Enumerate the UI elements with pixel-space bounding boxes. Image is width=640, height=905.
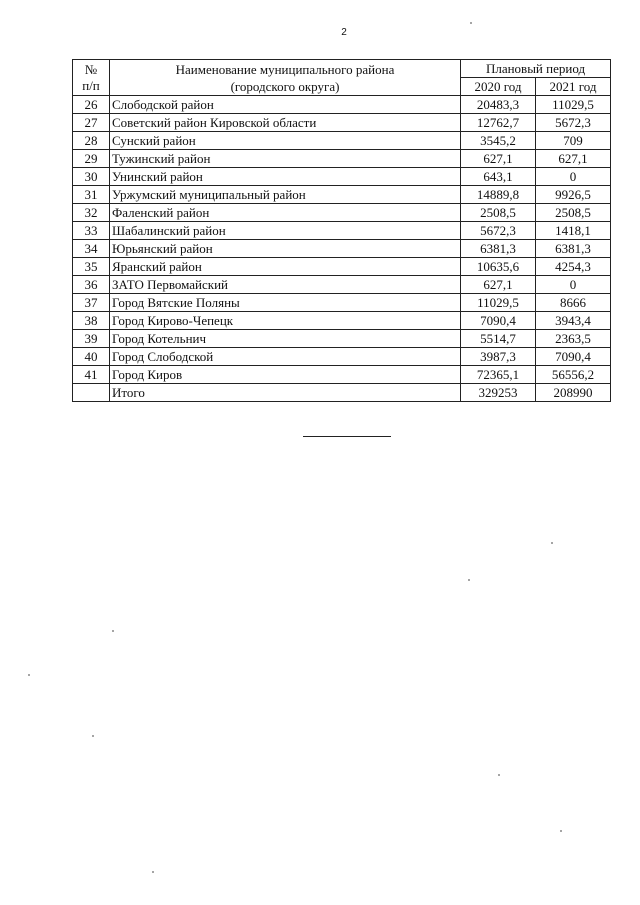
row-number: 32: [73, 204, 110, 222]
value-2021: 208990: [536, 384, 611, 402]
value-2021: 6381,3: [536, 240, 611, 258]
table-row: [73, 96, 611, 114]
end-of-document-rule: [303, 436, 391, 437]
header-name-cell: [110, 60, 461, 96]
value-2020: 3545,2: [461, 132, 536, 150]
row-number: 34: [73, 240, 110, 258]
row-number: 36: [73, 276, 110, 294]
district-name: Сунский район: [110, 132, 461, 150]
table-row: [73, 348, 611, 366]
district-name: Советский район Кировской области: [110, 114, 461, 132]
value-2021: 2508,5: [536, 204, 611, 222]
scan-speck: [112, 630, 114, 632]
district-name: Шабалинский район: [110, 222, 461, 240]
value-2021: 5672,3: [536, 114, 611, 132]
row-number: 35: [73, 258, 110, 276]
row-number: 41: [73, 366, 110, 384]
header-name-line1: Наименование муниципального района: [175, 61, 395, 77]
value-2020: 627,1: [461, 276, 536, 294]
value-2020: 11029,5: [461, 294, 536, 312]
value-2021: 0: [536, 276, 611, 294]
value-2020: 329253: [461, 384, 536, 402]
value-2021: 7090,4: [536, 348, 611, 366]
header-name-line2: (городского округа): [230, 78, 340, 94]
value-2020: 20483,3: [461, 96, 536, 114]
table-row: [73, 204, 611, 222]
district-name: Тужинский район: [110, 150, 461, 168]
row-number: 33: [73, 222, 110, 240]
district-name: Яранский район: [110, 258, 461, 276]
value-2020: 6381,3: [461, 240, 536, 258]
row-number: 28: [73, 132, 110, 150]
district-name: Итого: [110, 384, 461, 402]
scan-speck: [92, 735, 94, 737]
district-name: Город Слободской: [110, 348, 461, 366]
header-planned-period: Плановый период: [461, 60, 611, 78]
value-2021: 4254,3: [536, 258, 611, 276]
row-number: 37: [73, 294, 110, 312]
header-number-line1: №: [84, 61, 98, 77]
header-number-cell: [73, 60, 110, 96]
header-year-2021: 2021 год: [536, 78, 611, 96]
subsidy-table: [72, 59, 611, 402]
scan-speck: [468, 579, 470, 581]
row-number: 27: [73, 114, 110, 132]
value-2021: 2363,5: [536, 330, 611, 348]
scan-speck: [152, 871, 154, 873]
row-number: 39: [73, 330, 110, 348]
table-row: [73, 186, 611, 204]
value-2020: 12762,7: [461, 114, 536, 132]
value-2020: 5672,3: [461, 222, 536, 240]
table-row: [73, 294, 611, 312]
value-2020: 2508,5: [461, 204, 536, 222]
scan-speck: [551, 542, 553, 544]
district-name: Юрьянский район: [110, 240, 461, 258]
total-row: [73, 384, 611, 402]
value-2021: 1418,1: [536, 222, 611, 240]
value-2020: 14889,8: [461, 186, 536, 204]
value-2020: 3987,3: [461, 348, 536, 366]
value-2021: 0: [536, 168, 611, 186]
table-row: [73, 258, 611, 276]
row-number: 29: [73, 150, 110, 168]
header-year-2020: 2020 год: [461, 78, 536, 96]
value-2020: 627,1: [461, 150, 536, 168]
district-name: Город Вятские Поляны: [110, 294, 461, 312]
table-row: [73, 132, 611, 150]
district-name: ЗАТО Первомайский: [110, 276, 461, 294]
value-2020: 72365,1: [461, 366, 536, 384]
value-2021: 3943,4: [536, 312, 611, 330]
table-header-row: [73, 60, 611, 78]
value-2020: 10635,6: [461, 258, 536, 276]
table-row: [73, 114, 611, 132]
value-2021: 627,1: [536, 150, 611, 168]
row-number: 31: [73, 186, 110, 204]
table-row: [73, 240, 611, 258]
district-name: Унинский район: [110, 168, 461, 186]
scan-speck: [560, 830, 562, 832]
district-name: Слободской район: [110, 96, 461, 114]
value-2020: 5514,7: [461, 330, 536, 348]
value-2021: 9926,5: [536, 186, 611, 204]
value-2020: 7090,4: [461, 312, 536, 330]
district-name: Уржумский муниципальный район: [110, 186, 461, 204]
value-2021: 56556,2: [536, 366, 611, 384]
page-number: 2: [341, 27, 347, 38]
table-row: [73, 312, 611, 330]
district-name: Город Котельнич: [110, 330, 461, 348]
table-row: [73, 222, 611, 240]
district-name: Фаленский район: [110, 204, 461, 222]
scan-speck: [470, 22, 472, 24]
table-body: [73, 96, 611, 402]
value-2021: 709: [536, 132, 611, 150]
scan-speck: [28, 674, 30, 676]
header-number-line2: п/п: [82, 77, 100, 93]
row-number: 30: [73, 168, 110, 186]
table-row: [73, 168, 611, 186]
table-row: [73, 150, 611, 168]
value-2020: 643,1: [461, 168, 536, 186]
table-row: [73, 276, 611, 294]
scan-speck: [498, 774, 500, 776]
row-number: 40: [73, 348, 110, 366]
table-row: [73, 366, 611, 384]
table-row: [73, 330, 611, 348]
value-2021: 11029,5: [536, 96, 611, 114]
row-number: 26: [73, 96, 110, 114]
value-2021: 8666: [536, 294, 611, 312]
district-name: Город Киров: [110, 366, 461, 384]
district-name: Город Кирово-Чепецк: [110, 312, 461, 330]
row-number: [73, 384, 110, 402]
row-number: 38: [73, 312, 110, 330]
